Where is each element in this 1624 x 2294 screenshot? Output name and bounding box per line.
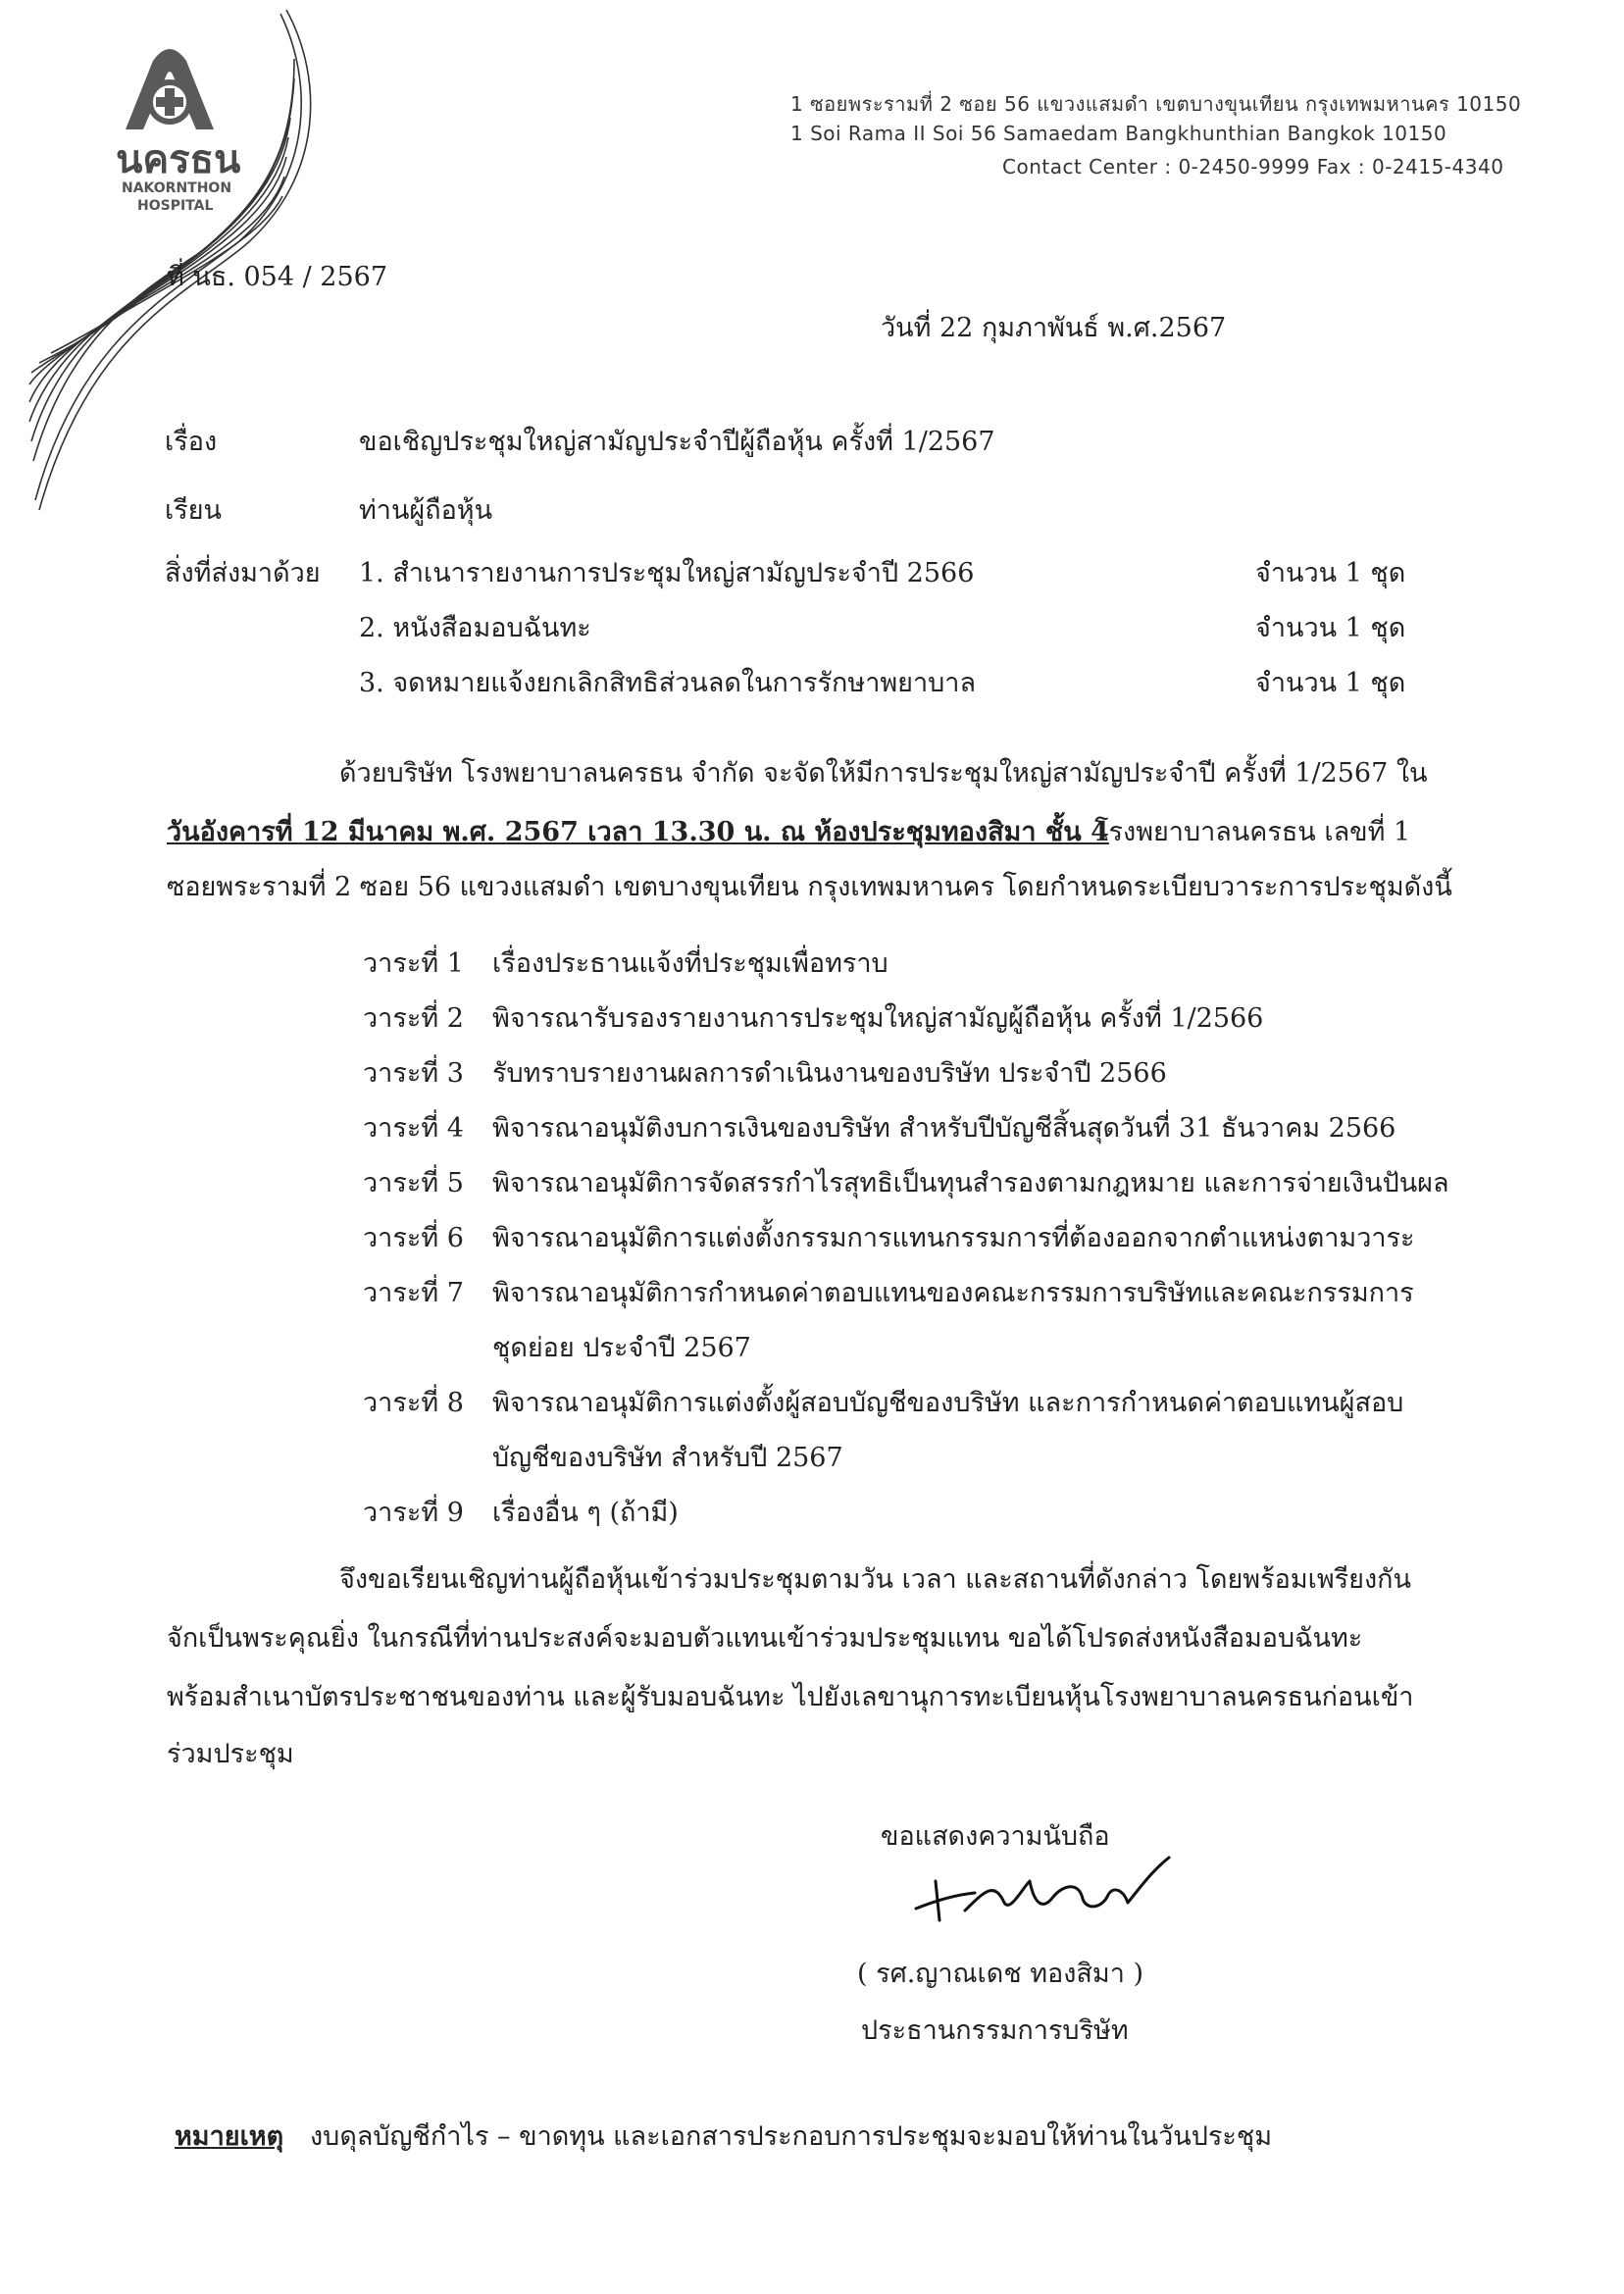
document-number: ที่ นธ. 054 / 2567 <box>167 262 387 292</box>
agenda-label: วาระที่ 5 <box>363 1168 464 1198</box>
subject-text: ขอเชิญประชุมใหญ่สามัญประจำปีผู้ถือหุ้น ครั้งที่ 1/2567 <box>359 427 995 457</box>
agenda-label: วาระที่ 1 <box>363 948 464 979</box>
agenda-text: เรื่องอื่น ๆ (ถ้ามี) <box>492 1498 679 1528</box>
enclosure-quantity: จำนวน 1 ชุด <box>1255 668 1406 698</box>
agenda-text: พิจารณาอนุมัติงบการเงินของบริษัท สำหรับปีบัญชีสิ้นสุดวันที่ 31 ธันวาคม 2566 <box>492 1113 1396 1144</box>
agenda-text: พิจารณาอนุมัติการแต่งตั้งกรรมการแทนกรรมการที่ต้องออกจากตำแหน่งตามวาระ <box>492 1223 1415 1253</box>
closing-line-3: พร้อมสำเนาบัตรประชาชนของท่าน และผู้รับมอบฉันทะ ไปยังเลขานุการทะเบียนหุ้นโรงพยาบาลนครธนก่อนเข้า <box>167 1682 1414 1712</box>
agenda-label: วาระที่ 6 <box>363 1223 464 1253</box>
signatory-name: ( รศ.ญาณเดช ทองสิมา ) <box>857 1959 1143 1989</box>
closing-line-1: จึงขอเรียนเชิญท่านผู้ถือหุ้นเข้าร่วมประชุมตามวัน เวลา และสถานที่ดังกล่าว โดยพร้อมเพรียงกัน <box>339 1564 1411 1595</box>
meeting-date-location: วันอังคารที่ 12 มีนาคม พ.ศ. 2567 เวลา 13.30 น. ณ ห้องประชุมทองสิมา ชั้น 4 <box>167 817 1109 847</box>
logo-name-line1: NAKORNTHON <box>122 180 232 196</box>
agenda-text-continued: บัญชีของบริษัท สำหรับปี 2567 <box>492 1443 843 1473</box>
logo-name-line2: HOSPITAL <box>137 198 214 214</box>
intro-line-2: โรงพยาบาลนครธน เลขที่ 1 <box>1094 817 1411 847</box>
agenda-label: วาระที่ 8 <box>363 1388 464 1418</box>
enclosure-item: 3. จดหมายแจ้งยกเลิกสิทธิส่วนลดในการรักษาพยาบาล <box>359 668 976 698</box>
closing-line-2: จักเป็นพระคุณยิ่ง ในกรณีที่ท่านประสงค์จะมอบตัวแทนเข้าร่วมประชุมแทน ขอได้โปรดส่งหนังสือมอบฉันทะ <box>167 1623 1363 1654</box>
signature-regards: ขอแสดงความนับถือ <box>881 1821 1110 1852</box>
header-contact: Contact Center : 0-2450-9999 Fax : 0-2415-4340 <box>1002 155 1504 178</box>
agenda-label: วาระที่ 7 <box>363 1278 464 1308</box>
hospital-logo-icon <box>106 41 233 135</box>
enclosure-item: 2. หนังสือมอบฉันทะ <box>359 613 591 643</box>
agenda-label: วาระที่ 9 <box>363 1498 464 1528</box>
agenda-label: วาระที่ 3 <box>363 1058 464 1089</box>
note-label: หมายเหตุ <box>175 2121 284 2152</box>
header-address-thai: 1 ซอยพระรามที่ 2 ซอย 56 แขวงแสมดำ เขตบางขุนเทียน กรุงเทพมหานคร 10150 <box>790 92 1522 116</box>
recipient-label: เรียน <box>165 495 223 526</box>
handwritten-signature-icon <box>906 1852 1181 1930</box>
logo-thai-name: นครธน <box>116 137 241 182</box>
agenda-text: พิจารณารับรองรายงานการประชุมใหญ่สามัญผู้ถือหุ้น ครั้งที่ 1/2566 <box>492 1003 1264 1034</box>
subject-label: เรื่อง <box>165 427 218 457</box>
enclosure-item: 1. สำเนารายงานการประชุมใหญ่สามัญประจำปี 2566 <box>359 558 975 588</box>
agenda-text: พิจารณาอนุมัติการแต่งตั้งผู้สอบบัญชีของบริษัท และการกำหนดค่าตอบแทนผู้สอบ <box>492 1388 1404 1418</box>
note-text: งบดุลบัญชีกำไร – ขาดทุน และเอกสารประกอบการประชุมจะมอบให้ท่านในวันประชุม <box>310 2121 1273 2152</box>
enclosure-quantity: จำนวน 1 ชุด <box>1255 558 1406 588</box>
document-date: วันที่ 22 กุมภาพันธ์ พ.ศ.2567 <box>881 313 1227 343</box>
agenda-text: รับทราบรายงานผลการดำเนินงานของบริษัท ประจำปี 2566 <box>492 1058 1167 1089</box>
closing-line-4: ร่วมประชุม <box>167 1739 294 1769</box>
agenda-text: พิจารณาอนุมัติการจัดสรรกำไรสุทธิเป็นทุนสำรองตามกฎหมาย และการจ่ายเงินปันผล <box>492 1168 1449 1198</box>
agenda-label: วาระที่ 2 <box>363 1003 464 1034</box>
agenda-text: พิจารณาอนุมัติการกำหนดค่าตอบแทนของคณะกรรมการบริษัทและคณะกรรมการ <box>492 1278 1414 1308</box>
recipient-text: ท่านผู้ถือหุ้น <box>359 495 493 526</box>
signatory-title: ประธานกรรมการบริษัท <box>861 2015 1129 2046</box>
intro-line-1: ด้วยบริษัท โรงพยาบาลนครธน จำกัด จะจัดให้มีการประชุมใหญ่สามัญประจำปี ครั้งที่ 1/2567 ใน <box>339 758 1428 789</box>
enclosure-quantity: จำนวน 1 ชุด <box>1255 613 1406 643</box>
header-address-english: 1 Soi Rama II Soi 56 Samaedam Bangkhunthian Bangkok 10150 <box>790 122 1447 145</box>
enclosures-label: สิ่งที่ส่งมาด้วย <box>165 558 321 588</box>
agenda-text: เรื่องประธานแจ้งที่ประชุมเพื่อทราบ <box>492 948 888 979</box>
agenda-label: วาระที่ 4 <box>363 1113 464 1144</box>
intro-line-3: ซอยพระรามที่ 2 ซอย 56 แขวงแสมดำ เขตบางขุนเทียน กรุงเทพมหานคร โดยกำหนดระเบียบวาระการประชุมดังนี้ <box>167 872 1452 902</box>
agenda-text-continued: ชุดย่อย ประจำปี 2567 <box>492 1333 751 1363</box>
